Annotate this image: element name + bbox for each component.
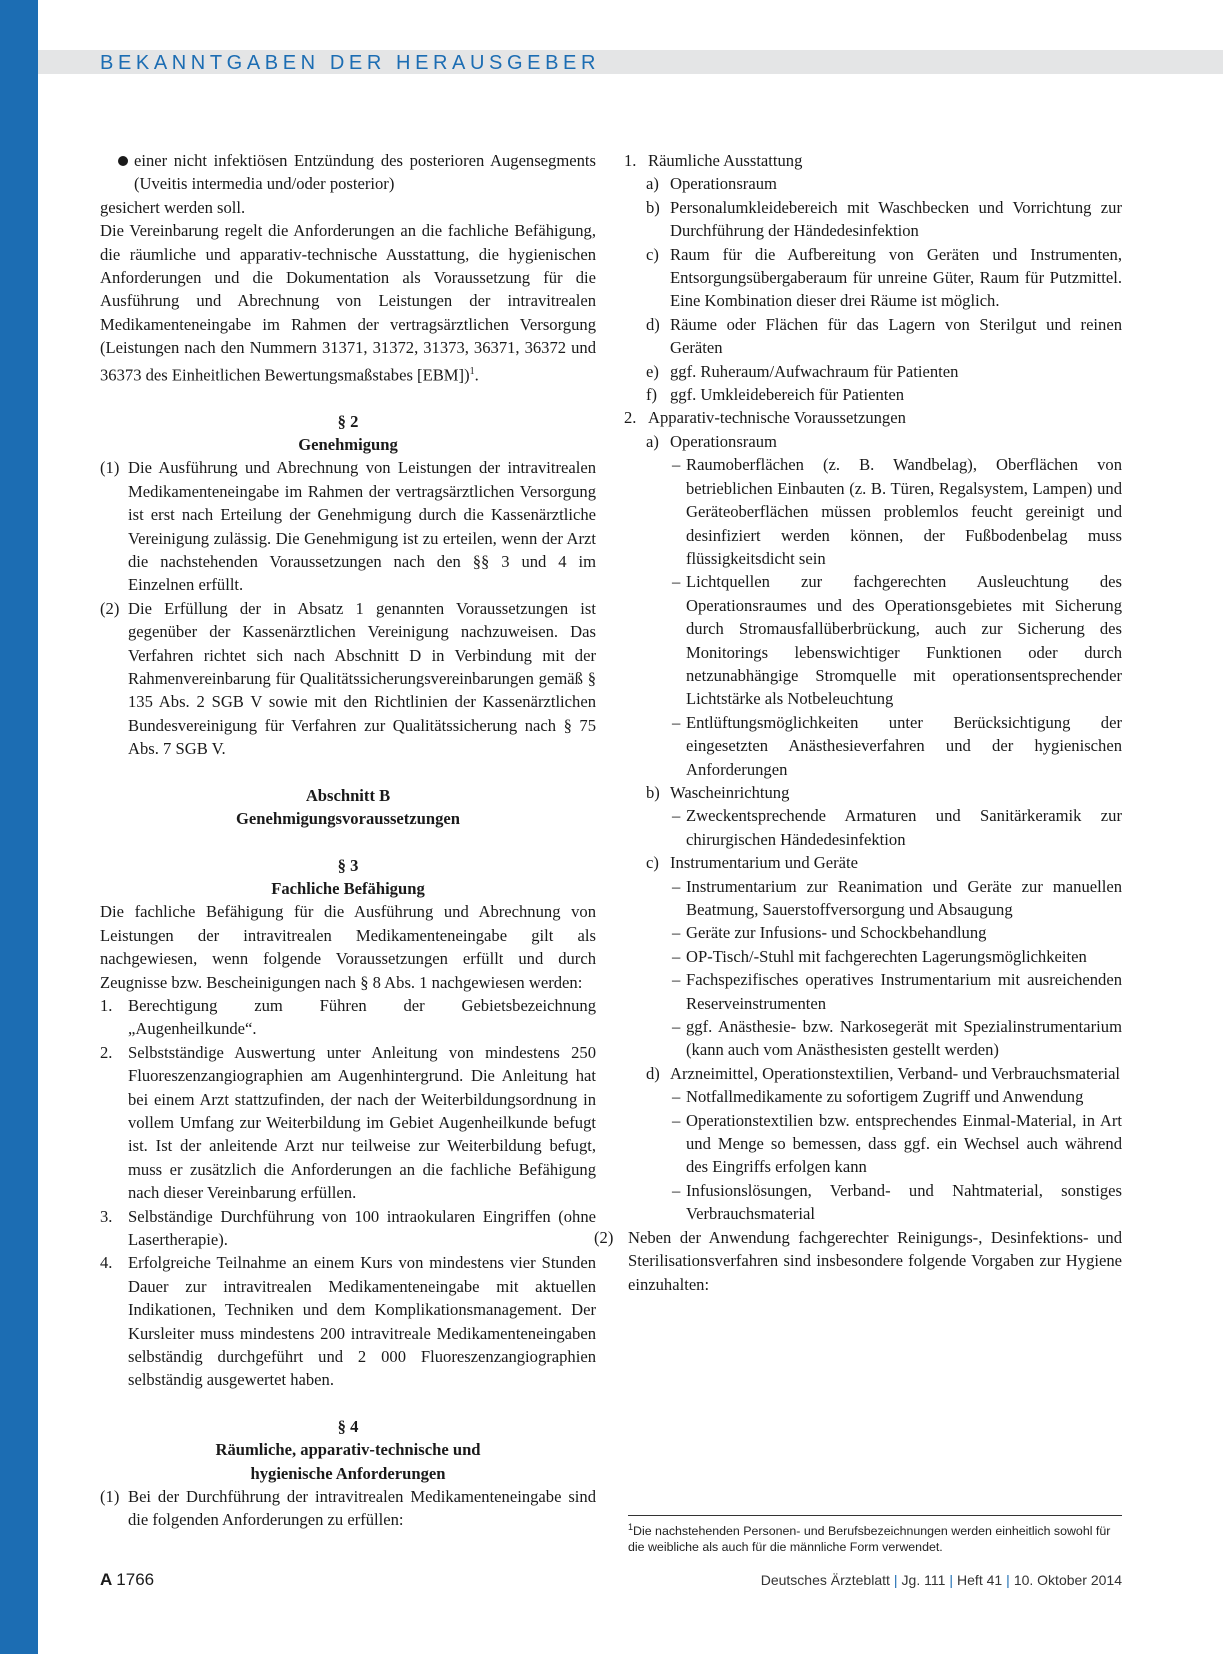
dash-item: – OP-Tisch/-Stuhl mit fachgerechten Lagerungsmöglichkeiten xyxy=(672,946,1087,966)
page-number: A 1766 xyxy=(100,1570,155,1589)
left-color-bar xyxy=(0,0,38,1654)
section-2-item-1: (1) Die Ausführung und Abrechnung von Leistungen der intravitrealen Medikamenteneingabe im Rahmen der vertragsärztlichen Versorgung ist erst nach Erteilung der Genehmigung durch die Kassenärztliche Vereinigung zulässig. Die Genehmigung ist zu erteilen, wenn der Arzt die nachstehenden Voraussetzungen nach den §§ 3 und 4 im Einzelnen erfüllt. xyxy=(100,458,596,595)
dash-item: – Notfallmedikamente zu sofortigem Zugriff und Anwendung xyxy=(672,1087,1084,1107)
section-4-item-1: (1) Bei der Durchführung der intravitrealen Medikamenteneingabe sind die folgenden Anforderungen zu erfüllen: xyxy=(100,1487,596,1530)
intro-paragraph: Die Vereinbarung regelt die Anforderungen an die fachliche Befähigung, die räumliche und apparativ-technische Ausstattung, die hygienischen Anforderungen und die Dokumentation als Voraussetzung für die Ausführung und Abrechnung von Leistungen der intravitrealen Medikamenteneingabe im Rahmen der vertragsärztlichen Versorgung (Leistungen nach den Nummern 31371, 31372, 31373, 36371, 36372 und 36373 des Einheitlichen Bewertungsmaßstabes [EBM])$^1$. xyxy=(100,221,596,385)
dash-item: – Geräte zur Infusions- und Schockbehandlung xyxy=(672,923,987,943)
dash-item: – Lichtquellen zur fachgerechten Ausleuchtung des Operationsraumes und des Operationsgebietes mit Sicherung durch Stromausfallüberbrückung, auch zur Sicherung des Monitorings lebenswichtiger Funktionen oder durch netzunabhängige Stromquelle mit operationsentsprechender Lichtstärke als Notbeleuchtung xyxy=(672,572,1122,709)
sub-item-c: c) Raum für die Aufbereitung von Geräten und Instrumenten, Entsorgungsübergaberaum für unreine Güter, Raum für Putzmittel. Eine Kombination dieser drei Räume ist möglich. xyxy=(646,244,1122,311)
abschnitt-b-title: Genehmigungsvoraussetzungen xyxy=(235,809,461,829)
section-3-item-2: 2. Selbstständige Auswertung unter Anleitung von mindestens 250 Fluoreszenzangiographien am Augenhintergrund. Die Anleitung hat bei einem Arzt stattzufinden, der nach der Weiterbildungsordnung in vollem Umfang zur Weiterbildung im Gebiet Augenheilkunde befugt ist. Ist der anleitende Arzt nur teilweise zur Weiterbildung befugt, muss er zusätzlich die Anforderungen an die fachliche Befähigung nach dieser Vereinbarung erfüllen. xyxy=(100,1042,596,1203)
section-3-item-3: 3. Selbständige Durchführung von 100 intraokularen Eingriffen (ohne Lasertherapie). xyxy=(100,1206,596,1249)
sub-item-a: a) Operationsraum xyxy=(646,174,777,194)
bullet-item xyxy=(100,149,596,196)
journal-volume: Jg. 111 xyxy=(901,1572,946,1588)
section-3-item-1: 1. Berechtigung zum Führen der Gebietsbezeichnung „Augenheilkunde“. xyxy=(100,995,596,1039)
sub-item-e: e) ggf. Ruheraum/Aufwachraum für Patienten xyxy=(646,361,959,381)
dash-item: – Zweckentsprechende Armaturen und Sanitärkeramik zur chirurgischen Händedesinfektion xyxy=(672,806,1122,849)
left-column xyxy=(100,149,596,1532)
abschnitt-b-label: Abschnitt B xyxy=(305,785,391,805)
journal-date: 10. Oktober 2014 xyxy=(1013,1572,1122,1588)
bullet-continuation: gesichert werden soll. xyxy=(100,197,246,217)
section-3-item-4: 4. Erfolgreiche Teilnahme an einem Kurs von mindestens vier Stunden Dauer zur intravitrealen Medikamenteneingabe mit aktuellen Indikationen, Techniken und dem Komplikationsmanagement. Der Kursleiter muss mindestens 200 intravitreale Medikamenteneingaben selbständig durchgeführt und 2 000 Fluoreszenzangiographien selbständig ausgewertet haben. xyxy=(100,1253,596,1390)
bullet-text: einer nicht infektiösen Entzündung des posterioren Augensegments (Uveitis intermedia und/oder posterior) xyxy=(134,151,596,194)
dash-item: – Fachspezifisches operatives Instrumentarium mit ausreichenden Reserveinstrumenten xyxy=(672,970,1122,1013)
journal-issue: Heft 41 xyxy=(957,1572,1003,1588)
section-2-title: Genehmigung xyxy=(298,435,398,454)
dash-item: – Entlüftungsmöglichkeiten unter Berücksichtigung der eingesetzten Anästhesieverfahren und der hygienischen Anforderungen xyxy=(672,712,1122,779)
right-item-2: 2. Apparativ-technische Voraussetzungen xyxy=(624,408,906,428)
footnote: $^1$Die nachstehenden Personen- und Berufsbezeichnungen werden einheitlich sowohl für die weibliche als auch für die männliche Form verwendet. xyxy=(628,1515,1122,1555)
right-column xyxy=(594,149,1122,1296)
sub-item-2b: b) Wascheinrichtung xyxy=(646,782,790,802)
bullet-icon xyxy=(118,156,128,166)
sub-item-d: d) Räume oder Flächen für das Lagern von Sterilgut und reinen Geräten xyxy=(646,314,1122,358)
dash-item: – Operationstextilien bzw. entsprechendes Einmal-Material, in Art und Menge so bemessen, dass ggf. ein Wechsel auch während des Eingriffs erfolgen kann xyxy=(672,1110,1122,1177)
journal-name: Deutsches Ärzteblatt xyxy=(760,1572,890,1588)
dash-item: – ggf. Anästhesie- bzw. Narkosegerät mit Spezialinstrumentarium (kann auch vom Anästhesisten gestellt werden) xyxy=(672,1017,1122,1060)
sub-item-2d: d) Arzneimittel, Operationstextilien, Verband- und Verbrauchsmaterial xyxy=(646,1063,1121,1083)
dash-item: – Instrumentarium zur Reanimation und Geräte zur manuellen Beatmung, Sauerstoffversorgung und Absaugung xyxy=(672,876,1122,919)
section-header-title: BEKANNTGABEN DER HERAUSGEBER xyxy=(100,52,600,74)
right-item-1: 1. Räumliche Ausstattung xyxy=(624,151,803,170)
section-4-title-line-1: Räumliche, apparativ-technische und xyxy=(215,1440,481,1460)
section-3-title: Fachliche Befähigung xyxy=(271,878,425,898)
journal-footer: Deutsches Ärzteblatt | Jg. 111 | Heft 41 | 10. Oktober 2014 xyxy=(760,1572,1122,1588)
section-3-number: § 3 xyxy=(337,855,359,875)
dash-item: – Infusionslösungen, Verband- und Nahtmaterial, sonstiges Verbrauchsmaterial xyxy=(672,1180,1122,1224)
dash-item: – Raumoberflächen (z. B. Wandbelag), Oberflächen von betrieblichen Einbauten (z. B. Türen, Regalsystem, Lampen) und Geräteoberflächen müssen problemlos feucht gereinigt und desinfiziert werden können, der Fußbodenbelag muss flüssigkeitsdicht sein xyxy=(672,455,1122,568)
sub-item-b: b) Personalumkleidebereich mit Waschbecken und Vorrichtung zur Durchführung der Händedesinfektion xyxy=(646,197,1122,241)
sub-item-2c: c) Instrumentarium und Geräte xyxy=(646,853,859,873)
sub-item-2a: a) Operationsraum xyxy=(646,431,777,451)
section-2-number: § 2 xyxy=(337,411,359,431)
section-2-item-2: (2) Die Erfüllung der in Absatz 1 genannten Voraussetzungen ist gegenüber der Kassenärztlichen Vereinigung nachzuweisen. Das Verfahren richtet sich nach Abschnitt D in Verbindung mit der Rahmenvereinbarung für Qualitätssicherungsvereinbarungen gemäß § 135 Abs. 2 SGB V sowie mit den Richtlinien der Kassenärztlichen Bundesvereinigung für Verfahren zur Qualitätssicherung nach § 75 Abs. 7 SGB V. xyxy=(100,598,596,759)
paragraph-2: (2) Neben der Anwendung fachgerechter Reinigungs-, Desinfektions- und Sterilisationsverfahren sind insbesondere folgende Vorgaben zur Hygiene einzuhalten: xyxy=(594,1227,1122,1294)
section-3-intro: Die fachliche Befähigung für die Ausführung und Abrechnung von Leistungen der intravitrealen Medikamenteneingabe gilt als nachgewiesen, wenn folgende Voraussetzungen erfüllt und durch Zeugnisse bzw. Bescheinigungen nach § 8 Abs. 1 nachgewiesen werden: xyxy=(100,902,596,992)
section-4-number: § 4 xyxy=(337,1416,359,1436)
sub-item-f: f) ggf. Umkleidebereich für Patienten xyxy=(646,385,905,405)
section-4-title-line-2: hygienische Anforderungen xyxy=(250,1463,446,1483)
